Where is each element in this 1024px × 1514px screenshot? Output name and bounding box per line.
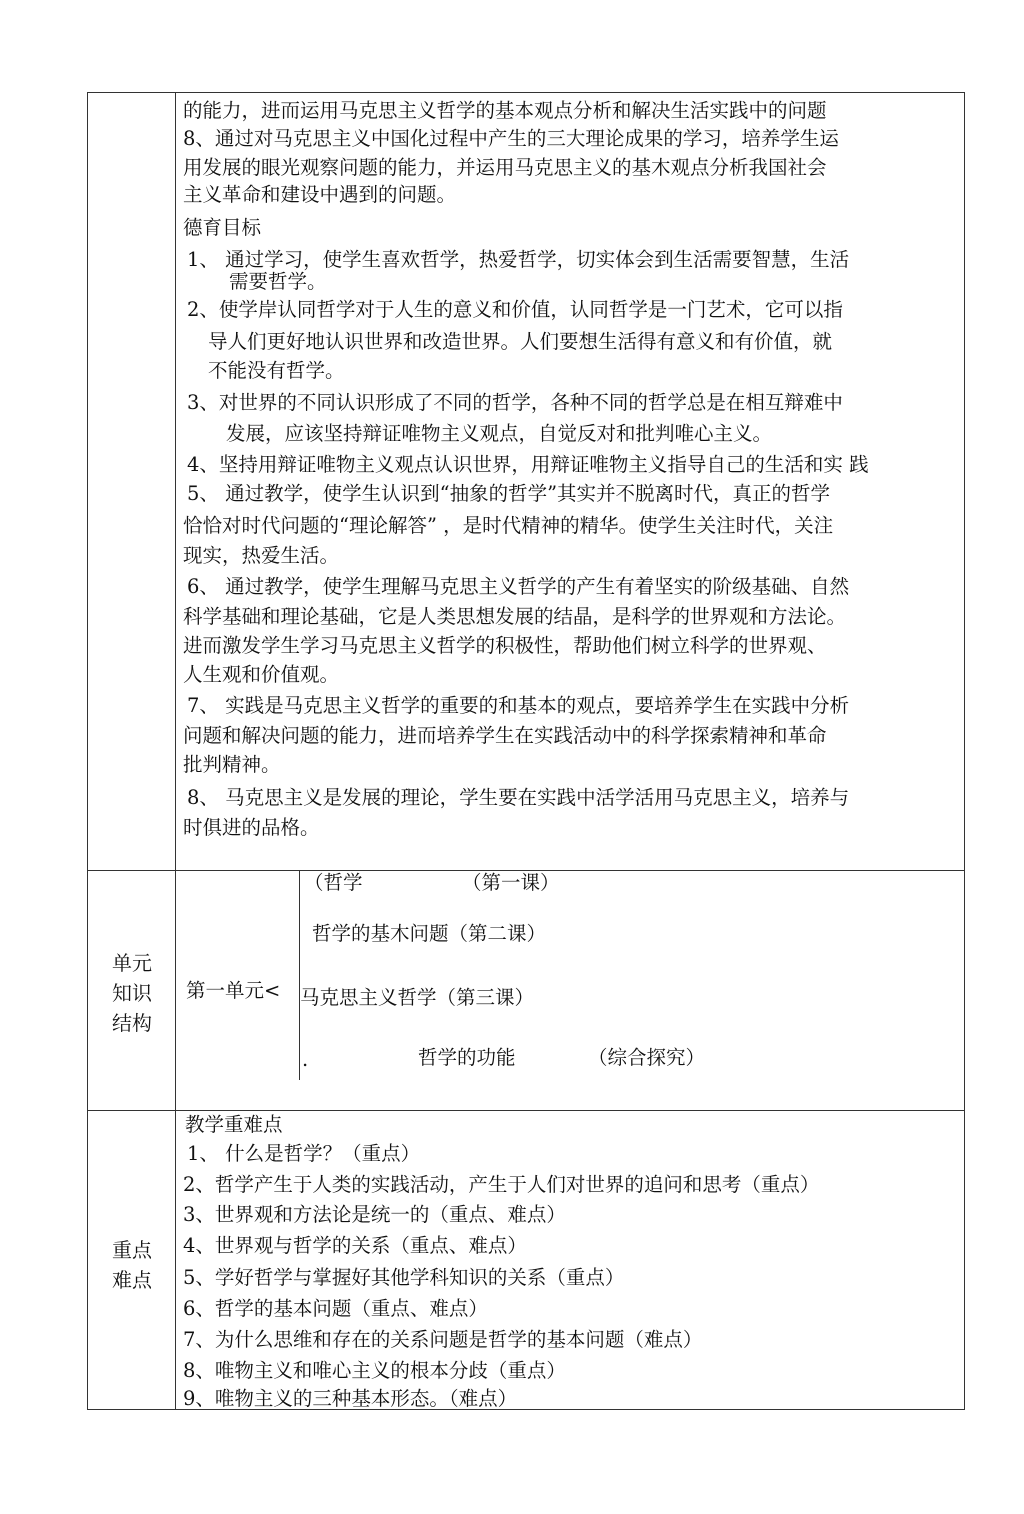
objective-line: 1、 通过学习，使学生喜欢哲学，热爱哲学，切实体会到生活需要智慧，生活 [187,248,850,271]
structure-label-line: 知识 [112,981,152,1005]
structure-item: 马克思主义哲学（第三课） [300,986,535,1009]
objective-line: 用发展的眼光观察问题的能力，并运用马克思主义的基木观点分析我国社会 [183,156,827,179]
objective-line: 6、 通过教学，使学生理解马克思主义哲学的产生有着坚实的阶级基础、自然 [187,575,850,598]
objective-line: 时俱进的品格。 [183,816,320,839]
objective-line: 需要哲学。 [229,270,327,293]
structure-label-line: 结构 [112,1011,152,1035]
keypoints-heading: 教学重难点 [185,1113,283,1136]
keypoint-line: 3、世界观和方法论是统一的（重点、难点） [183,1203,566,1226]
keypoint-line: 9、唯物主义的三种基本形态。（难点） [183,1387,518,1410]
structure-label [88,948,176,1038]
unit-divider [299,870,300,1080]
keypoint-line: 8、唯物主义和唯心主义的根本分歧（重点） [183,1359,566,1382]
objective-line: 主义革命和建设中遇到的问题。 [183,183,457,206]
objective-line: 8、通过对马克思主义中国化过程中产生的三大理论成果的学习，培养学生运 [183,127,839,150]
structure-item: （哲学 [304,871,363,894]
objective-line: 科学基础和理论基础，它是人类思想发展的结晶，是科学的世界观和方法论。 [183,605,847,628]
keypoints-label-line: 难点 [112,1268,152,1292]
keypoint-line: 7、为什么思维和存在的关系问题是哲学的基本问题（难点） [183,1328,703,1351]
objective-line: 批判精神。 [183,753,281,776]
objective-line: 恰恰对时代问题的“理论解答” ，是时代精神的精华。使学生关注时代，关注 [183,514,834,537]
structure-item: . [302,1048,309,1071]
keypoint-line: 5、学好哲学与掌握好其他学科知识的关系（重点） [183,1266,625,1289]
structure-item: 哲学的功能 [418,1046,516,1069]
objective-line: 发展，应该坚持辩证唯物主义观点，自觉反对和批判唯心主义。 [226,422,773,445]
objective-line: 7、 实践是马克思主义哲学的重要的和基本的观点，要培养学生在实践中分析 [187,694,850,717]
objective-line: 3、对世界的不同认识形成了不同的哲学，各种不同的哲学总是在相互辩难中 [187,391,843,414]
keypoint-line: 2、哲学产生于人类的实践活动，产生于人们对世界的追问和思考（重点） [183,1173,820,1196]
objective-line: 问题和解决问题的能力，进而培养学生在实践活动中的科学探索精神和革命 [183,724,827,747]
structure-item: 哲学的基木问题（第二课） [312,922,547,945]
objective-line: 4、坚持用辩证唯物主义观点认识世界，用辩证唯物主义指导自己的生活和实 践 [187,453,869,476]
keypoints-label-line: 重点 [112,1238,152,1262]
structure-item-lesson: （综合探究） [588,1046,706,1069]
objective-line: 不能没有哲学。 [208,359,345,382]
objective-line: 人生观和价值观。 [183,663,340,686]
row-divider [88,1110,965,1111]
objective-line: 导人们更好地认识世界和改造世界。人们要想生活得有意义和有价值，就 [208,330,833,353]
keypoint-line: 1、 什么是哲学？（重点） [187,1142,421,1165]
moral-goals-heading: 德育目标 [183,216,262,239]
objective-line: 5、 通过教学，使学生认识到“抽象的哲学”其实并不脱离时代，真正的哲学 [187,482,831,505]
objective-line: 2、使学岸认同哲学对于人生的意义和价值，认同哲学是一门艺术，它可以指 [187,298,843,321]
objective-line: 现实，热爱生活。 [183,544,340,567]
objective-line: 的能力，进而运用马克思主义哲学的基本观点分析和解决生活实践中的问题 [183,99,827,122]
curriculum-table [87,92,965,1410]
objective-line: 进而激发学生学习马克思主义哲学的积极性，帮助他们树立科学的世界观、 [183,634,827,657]
objective-line: 8、 马克思主义是发展的理论，学生要在实践中活学活用马克思主义，培养与 [187,786,850,809]
structure-item-lesson: （第一课） [462,871,560,894]
keypoints-label [88,1235,176,1295]
keypoint-line: 4、世界观与哲学的关系（重点、难点） [183,1234,527,1257]
structure-label-line: 单元 [112,951,152,975]
unit-name: 第一单元< [186,979,281,1002]
column-divider [175,93,176,1410]
keypoint-line: 6、哲学的基本问题（重点、难点） [183,1297,488,1320]
